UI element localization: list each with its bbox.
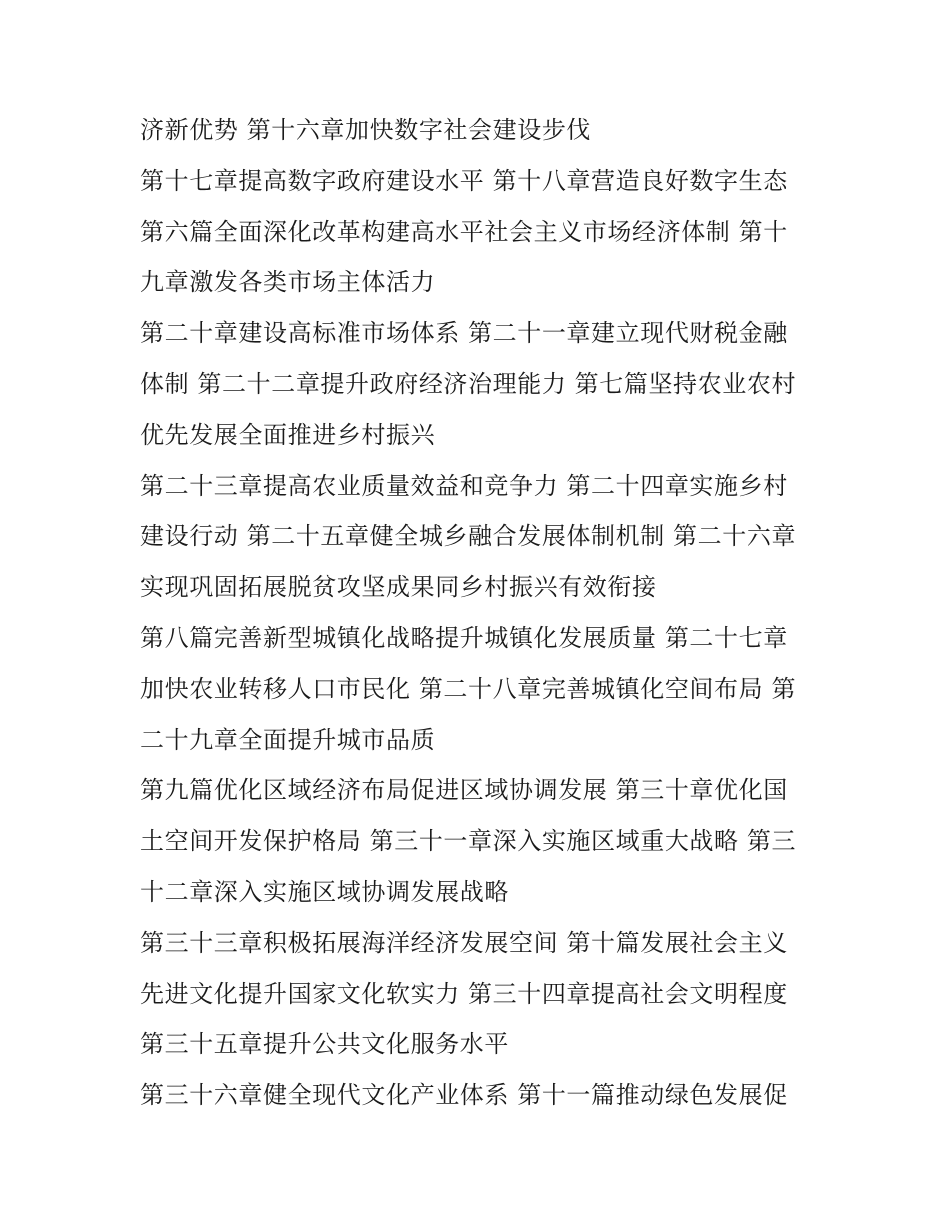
text-line: 第十七章提高数字政府建设水平 第十八章营造良好数字生态	[140, 166, 788, 195]
text-line: 建设行动 第二十五章健全城乡融合发展体制机制 第二十六章	[140, 522, 797, 551]
text-line: 土空间开发保护格局 第三十一章深入实施区域重大战略 第三	[140, 827, 797, 856]
text-line: 加快农业转移人口市民化 第二十八章完善城镇化空间布局 第	[140, 674, 797, 703]
text-line: 第九篇优化区域经济布局促进区域协调发展 第三十章优化国	[140, 776, 788, 805]
text-line: 十二章深入实施区域协调发展战略	[140, 877, 509, 906]
text-line: 九章激发各类市场主体活力	[140, 268, 436, 297]
text-line: 第三十五章提升公共文化服务水平	[140, 1030, 509, 1059]
text-line: 第三十三章积极拓展海洋经济发展空间 第十篇发展社会主义	[140, 928, 788, 957]
text-line: 先进文化提升国家文化软实力 第三十四章提高社会文明程度	[140, 979, 788, 1008]
text-line: 实现巩固拓展脱贫攻坚成果同乡村振兴有效衔接	[140, 573, 657, 602]
text-line: 二十九章全面提升城市品质	[140, 725, 436, 754]
text-line: 第二十章建设高标准市场体系 第二十一章建立现代财税金融	[140, 319, 788, 348]
text-line: 第三十六章健全现代文化产业体系 第十一篇推动绿色发展促	[140, 1081, 788, 1110]
text-line: 济新优势 第十六章加快数字社会建设步伐	[140, 116, 592, 144]
text-line: 第二十三章提高农业质量效益和竞争力 第二十四章实施乡村	[140, 471, 788, 500]
text-line: 体制 第二十二章提升政府经济治理能力 第七篇坚持农业农村	[140, 369, 797, 398]
text-line: 第六篇全面深化改革构建高水平社会主义市场经济体制 第十	[140, 217, 788, 246]
text-line: 第八篇完善新型城镇化战略提升城镇化发展质量 第二十七章	[140, 623, 788, 652]
text-line: 优先发展全面推进乡村振兴	[140, 420, 436, 449]
document-body	[140, 105, 810, 1121]
